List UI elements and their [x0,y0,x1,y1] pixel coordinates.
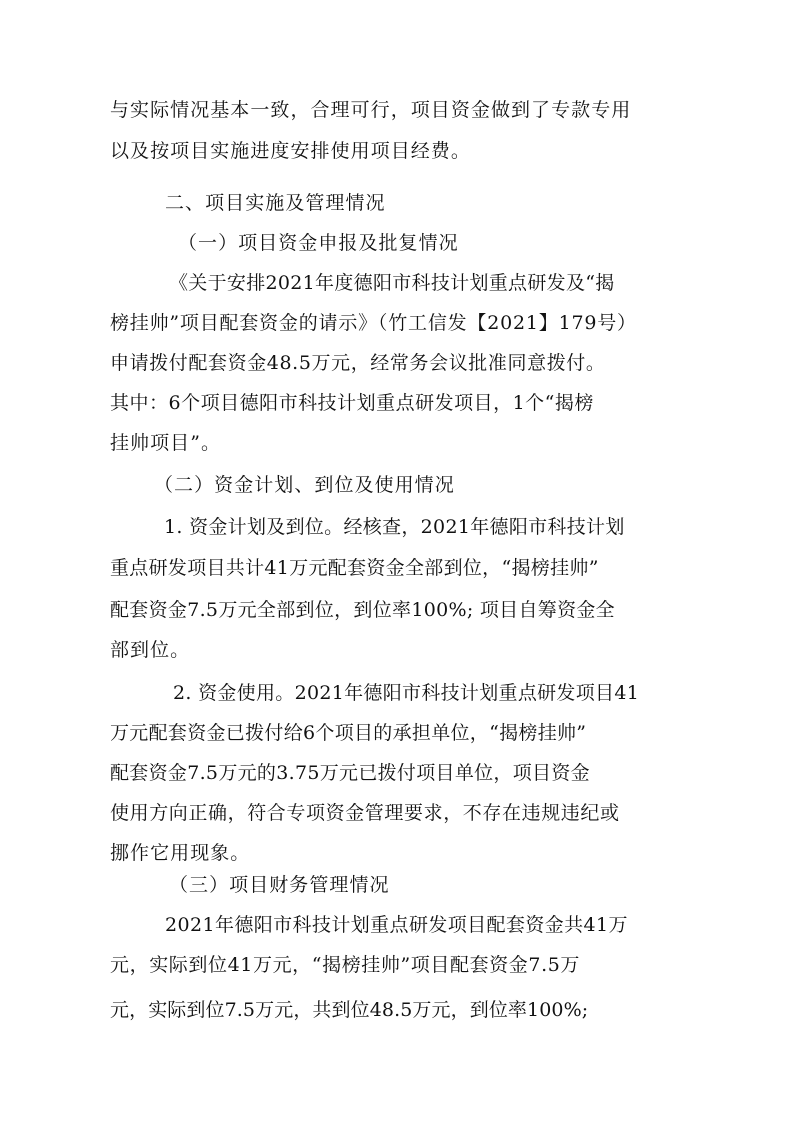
paragraph-line: 榜挂帅”项目配套资金的请示》（竹工信发【2021】179号） [110,312,637,334]
paragraph-line: 其中：6个项目德阳市科技计划重点研发项目，1个“揭榜 [110,392,594,414]
paragraph-line: 2. 资金使用。2021年德阳市科技计划重点研发项目41 [173,682,640,704]
paragraph-line: 万元配套资金已拨付给6个项目的承担单位，“揭榜挂帅” [110,722,587,744]
paragraph-line: 与实际情况基本一致，合理可行，项目资金做到了专款专用 [110,99,632,121]
subsection-heading: （三）项目财务管理情况 [169,874,390,896]
subsection-heading: （二）资金计划、到位及使用情况 [154,474,455,496]
paragraph-line: 申请拨付配套资金48.5万元，经常务会议批准同意拨付。 [110,352,606,374]
paragraph-line: 元，实际到位7.5万元，共到位48.5万元，到位率100%; [110,999,589,1021]
paragraph-line: 《关于安排2021年度德阳市科技计划重点研发及“揭 [169,272,615,294]
paragraph-line: 2021年德阳市科技计划重点研发项目配套资金共41万 [165,914,628,936]
paragraph-line: 元，实际到位41万元，“揭榜挂帅”项目配套资金7.5万 [110,954,581,976]
paragraph-line: 1. 资金计划及到位。经核查，2021年德阳市科技计划 [164,516,625,538]
paragraph-line: 挂帅项目”。 [110,432,222,454]
paragraph-line: 配套资金7.5万元全部到位，到位率100%; 项目自筹资金全 [110,599,615,621]
paragraph-line: 以及按项目实施进度安排使用项目经费。 [110,140,471,162]
subsection-heading: （一）项目资金申报及批复情况 [178,232,459,254]
section-heading: 二、项目实施及管理情况 [165,192,386,214]
paragraph-line: 配套资金7.5万元的3.75万元已拨付项目单位，项目资金 [110,762,590,784]
paragraph-line: 挪作它用现象。 [110,842,251,864]
paragraph-line: 部到位。 [110,639,191,661]
paragraph-line: 使用方向正确，符合专项资金管理要求，不存在违规违纪或 [110,802,620,824]
paragraph-line: 重点研发项目共计41万元配套资金全部到位，“揭榜挂帅” [110,557,599,579]
